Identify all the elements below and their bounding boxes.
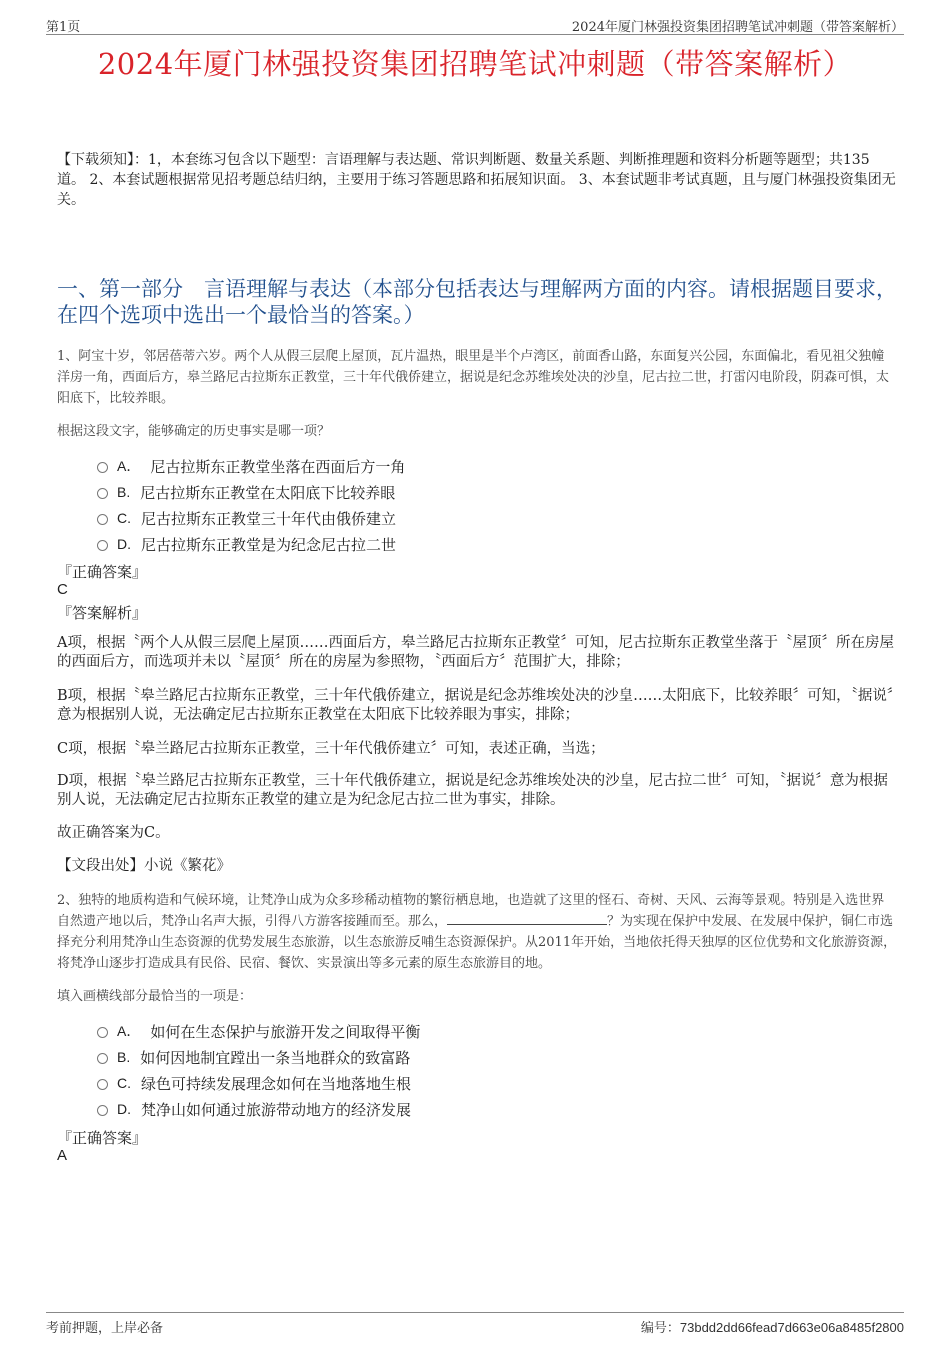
analysis-option-b: B项，根据〝皋兰路尼古拉斯东正教堂，三十年代俄侨建立，据说是纪念苏维埃处决的沙皇……太阳底下，比较养眼〞可知，〝据说〞意为根据别人说，无法确定尼古拉斯东正教堂在太阳底下比较养眼为事实，排除； [57, 688, 895, 723]
fill-blank [447, 912, 607, 925]
code-label: 编号： [640, 1321, 680, 1336]
option-text: 尼古拉斯东正教堂坐落在西面后方一角 [150, 457, 406, 476]
option-text: 尼古拉斯东正教堂是为纪念尼古拉二世 [141, 535, 397, 554]
option-letter: C. [117, 1075, 131, 1091]
analysis-option-a: A项，根据〝两个人从假三层爬上屋顶……西面后方，皋兰路尼古拉斯东正教堂〞可知，尼古拉斯东正教堂坐落于〝屋顶〞所在房屋的西面后方，而选项并未以〝屋顶〞所在的房屋为参照物，〝西面后方〞范围扩大，排除； [57, 635, 894, 670]
option-letter: D. [117, 536, 131, 552]
question-2-answer: A [57, 1147, 68, 1164]
passage-text-before: 2、独特的地质构造和气候环境，让梵净山成为众多珍稀动植物的繁衍栖息地，也造就了这里的怪石、奇树、天风、云海等景观。特别是入选世界自然遗产地以后，梵净山名声大振，引得八方游客接踵而至。那么， [57, 893, 885, 929]
option-text: 梵净山如何通过旅游带动地方的经济发展 [141, 1100, 412, 1119]
option-letter: B. [117, 484, 131, 500]
question-1-option-b[interactable] [97, 482, 395, 502]
code-value: 73bdd2dd66fead7d663e06a8485f2800 [679, 1320, 904, 1335]
radio-icon[interactable] [97, 514, 108, 525]
question-2-option-c[interactable] [97, 1073, 411, 1093]
question-1-answer: C [57, 581, 68, 598]
page-header [46, 14, 904, 35]
analysis-conclusion: 故正确答案为C。 [57, 825, 170, 841]
radio-icon[interactable] [97, 1079, 108, 1090]
document-title: 2024年厦门林强投资集团招聘笔试冲刺题（带答案解析） [97, 47, 853, 81]
download-notice: 【下载须知】：1，本套练习包含以下题型：言语理解与表达题、常识判断题、数量关系题、判断推理题和资料分析题等题型；共135道。 2、本套试题根据常见招考题总结归纳，主要用于练习答题思路和拓展知识面。 3、本套试题非考试真题，且与厦门林强投资集团无关。 [57, 152, 896, 208]
option-text: 如何在生态保护与旅游开发之间取得平衡 [150, 1022, 421, 1041]
header-doc-title: 2024年厦门林强投资集团招聘笔试冲刺题（带答案解析） [571, 20, 904, 35]
question-1-option-a[interactable] [97, 456, 405, 476]
question-2-passage [57, 890, 897, 974]
question-2-option-d[interactable] [97, 1099, 411, 1119]
question-1-option-c[interactable] [97, 508, 396, 528]
option-letter: B. [117, 1049, 131, 1065]
radio-icon[interactable] [97, 462, 108, 473]
question-1-answer-label: 『正确答案』 [57, 563, 148, 581]
analysis-option-d: D项，根据〝皋兰路尼古拉斯东正教堂，三十年代俄侨建立，据说是纪念苏维埃处决的沙皇，尼古拉二世〞可知，〝据说〞意为根据别人说，无法确定尼古拉斯东正教堂的建立是为纪念尼古拉二世为事实，排除。 [57, 773, 888, 808]
radio-icon[interactable] [97, 1053, 108, 1064]
page-number: 第1页 [46, 20, 81, 35]
option-text: 尼古拉斯东正教堂三十年代由俄侨建立 [141, 509, 397, 528]
question-1-analysis-label: 『答案解析』 [57, 604, 148, 622]
passage-text-after: ？为实现在保护中发展、在发展中保护，铜仁市选择充分利用梵净山生态资源的优势发展生态旅游，以生态旅游反哺生态资源保护。从2011年开始，当地依托得天独厚的区位优势和文化旅游资源，将梵净山逐步打造成具有民俗、民宿、餐饮、实景演出等多元素的原生态旅游目的地。 [57, 914, 897, 971]
analysis-option-c: C项，根据〝皋兰路尼古拉斯东正教堂，三十年代俄侨建立〞可知，表述正确，当选； [57, 741, 605, 757]
radio-icon[interactable] [97, 1105, 108, 1116]
question-2-prompt: 填入画横线部分最恰当的一项是： [57, 989, 253, 1004]
question-1-option-d[interactable] [97, 534, 396, 554]
footer-slogan: 考前押题，上岸必备 [46, 1321, 164, 1336]
radio-icon[interactable] [97, 1027, 108, 1038]
radio-icon[interactable] [97, 540, 108, 551]
option-letter: A． [117, 1023, 141, 1039]
section-heading: 一、第一部分 言语理解与表达（本部分包括表达与理解两方面的内容。请根据题目要求，在四个选项中选出一个最恰当的答案。） [57, 277, 897, 327]
question-2-option-a[interactable] [97, 1021, 420, 1041]
radio-icon[interactable] [97, 488, 108, 499]
footer-doc-code [641, 1317, 904, 1336]
option-text: 尼古拉斯东正教堂在太阳底下比较养眼 [140, 483, 396, 502]
question-2-answer-label: 『正确答案』 [57, 1129, 148, 1147]
option-text: 绿色可持续发展理念如何在当地落地生根 [141, 1074, 412, 1093]
question-1-prompt: 根据这段文字，能够确定的历史事实是哪一项？ [57, 424, 331, 439]
analysis-source: 【文段出处】小说《繁花》 [57, 858, 231, 874]
question-1-passage: 1、阿宝十岁，邻居蓓蒂六岁。两个人从假三层爬上屋顶，瓦片温热，眼里是半个卢湾区，前面香山路，东面复兴公园，东面偏北，看见祖父独幢洋房一角，西面后方，皋兰路尼古拉斯东正教堂，三十年代俄侨建立，据说是纪念苏维埃处决的沙皇，尼古拉二世，打雷闪电阶段，阴森可惧，太阳底下，比较养眼。 [57, 349, 890, 406]
option-letter: C. [117, 510, 131, 526]
page-footer [46, 1312, 904, 1335]
option-letter: D. [117, 1101, 131, 1117]
option-text: 如何因地制宜蹚出一条当地群众的致富路 [140, 1048, 411, 1067]
option-letter: A． [117, 458, 141, 474]
question-2-option-b[interactable] [97, 1047, 410, 1067]
